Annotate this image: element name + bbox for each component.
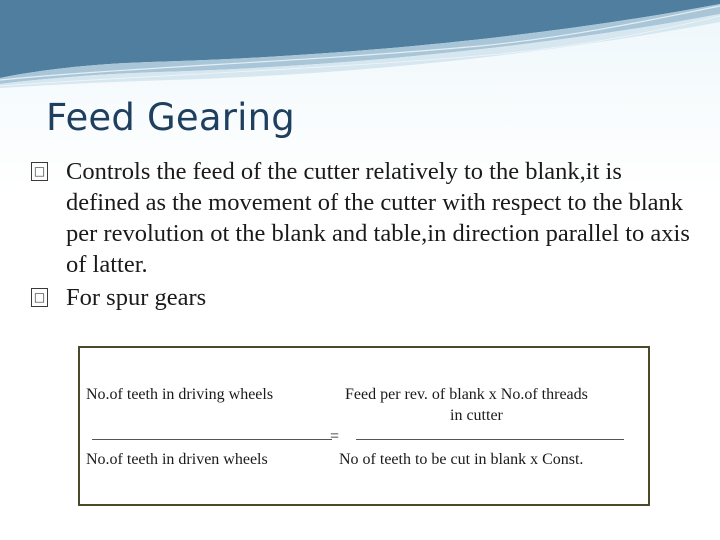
bullet-item — [30, 282, 690, 313]
bullet-text: For spur gears — [66, 284, 207, 311]
right-numerator-line2: in cutter — [450, 407, 503, 424]
right-numerator-line1: Feed per rev. of blank x No.of threads — [345, 386, 588, 403]
bullet-list — [30, 156, 690, 315]
equals-sign: = — [330, 428, 340, 445]
bullet-item — [30, 156, 690, 280]
bullet-text: Controls the feed of the cutter relatively to the blank,it is defined as the movement of the cutter with respect to the blank per revolution ot the blank and table,in direction parallel to axis of latter. — [66, 158, 690, 278]
slide-title: Feed Gearing — [46, 96, 295, 139]
right-denominator: No of teeth to be cut in blank x Const. — [339, 451, 584, 468]
formula-box — [78, 346, 650, 506]
bullet-box-icon: □ — [31, 162, 48, 181]
left-fraction-line — [92, 439, 332, 440]
left-denominator: No.of teeth in driven wheels — [86, 451, 268, 468]
header-wave-decoration — [0, 0, 720, 90]
right-fraction-line — [356, 439, 624, 440]
left-numerator: No.of teeth in driving wheels — [86, 386, 274, 403]
bullet-box-icon: □ — [31, 288, 48, 307]
